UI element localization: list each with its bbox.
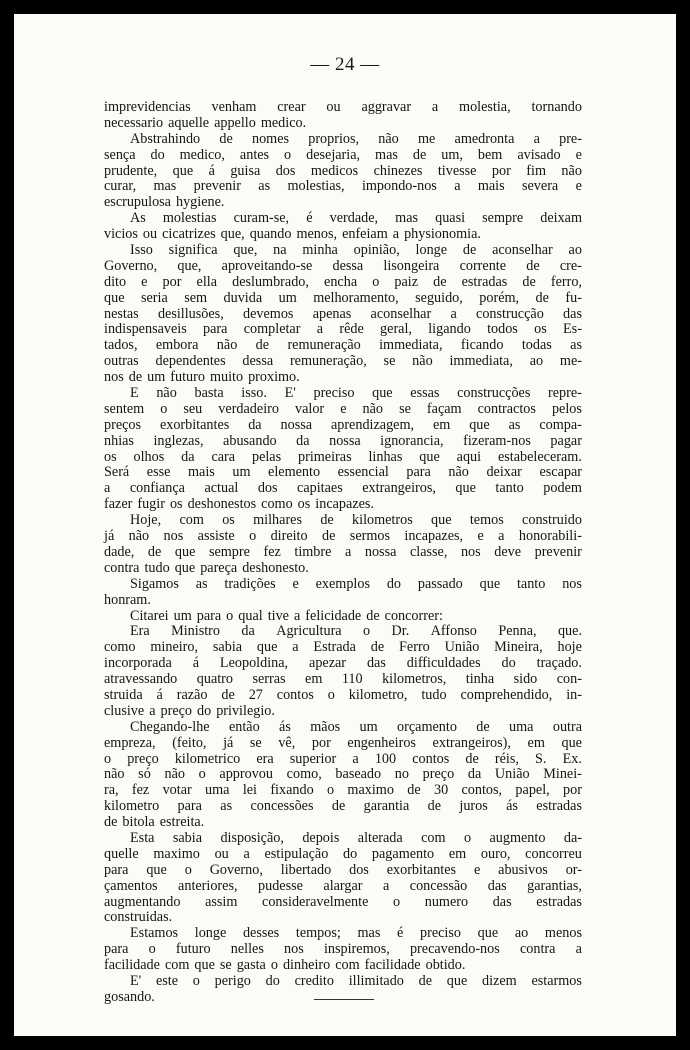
text-line: para o futuro nelles nos inspiremos, precavendo-nos contra a xyxy=(104,941,582,958)
text-line: Governo, que, aproveitando-se dessa lisongeira corrente de cre- xyxy=(104,257,582,274)
paragraph xyxy=(104,513,582,577)
text-line: a confiança actual dos capitaes extrangeiros, que tanto podem xyxy=(104,480,582,497)
paragraph xyxy=(104,100,582,132)
text-line: dade, de que sempre fez timbre a nossa classe, nos deve prevenir xyxy=(104,543,582,560)
paragraph xyxy=(104,211,582,243)
text-line: contra tudo que pareça deshonesto. xyxy=(104,559,309,576)
text-line: de bitola estreita. xyxy=(104,814,205,831)
body-text xyxy=(104,100,582,1006)
end-rule xyxy=(314,999,374,1000)
paragraph xyxy=(104,831,582,926)
text-line: os olhos da cara pelas primeiras linhas que aqui estabeleceram. xyxy=(104,448,582,465)
paragraph xyxy=(104,926,582,974)
text-line: çamentos anteriores, pudesse alargar a concessão das garantias, xyxy=(104,877,582,894)
paragraph xyxy=(104,609,582,625)
text-line: incorporada á Leopoldina, apezar das difficuldades do traçado. xyxy=(104,655,582,672)
paragraph xyxy=(104,386,582,513)
text-line: nos de um futuro muito proximo. xyxy=(104,369,300,386)
text-line: struida á razão de 27 contos o kilometro, tudo comprehendido, in- xyxy=(104,686,582,703)
page-number: — 24 — xyxy=(310,54,380,75)
text-line: honram. xyxy=(104,591,151,608)
text-line: facilidade com que se gasta o dinheiro com facilidade obtido. xyxy=(104,957,466,974)
text-line: Hoje, com os milhares de kilometros que temos construido xyxy=(130,512,582,529)
text-line: que seria sem duvida um melhoramento, seguido, porém, de fu- xyxy=(104,289,582,306)
text-line: sença do medico, antes o desejaria, mas de um, bem avisado e xyxy=(104,146,582,163)
page xyxy=(14,14,676,1036)
text-line: Isso significa que, na minha opinião, longe de aconselhar ao xyxy=(130,242,582,259)
text-line: como mineiro, sabia que a Estrada de Ferro União Mineira, hoje xyxy=(104,639,582,656)
text-line: curar, mas prevenir as molestias, impondo-nos a mais severa e xyxy=(104,178,582,195)
paragraph xyxy=(104,243,582,386)
text-line: fazer fugir os deshonestos como os incapazes. xyxy=(104,496,374,513)
text-line: augmentando assim consideravelmente o numero das estradas xyxy=(104,893,582,910)
text-line: Sigamos as tradições e exemplos do passado que tanto nos xyxy=(130,575,582,592)
text-line: para que o Governo, libertado dos exorbitantes e abusivos or- xyxy=(104,861,582,878)
paragraph xyxy=(104,132,582,211)
text-line: prudente, que á guisa dos medicos chinezes tivesse por fim não xyxy=(104,162,582,179)
text-line: sentem o seu verdadeiro valor e não se façam contractos pelos xyxy=(104,400,582,417)
text-line: E' este o perigo do credito illimitado de que dizem estarmos xyxy=(130,972,582,989)
text-line: tados, embora não de remuneração immediata, ficando todas as xyxy=(104,337,582,354)
text-line: nhias inglezas, abusando da nossa ignorancia, fizeram-nos pagar xyxy=(104,432,582,449)
text-line: preços exorbitantes da nossa aprendizagem, em que as compa- xyxy=(104,416,582,433)
text-line: As molestias curam-se, é verdade, mas quasi sempre deixam xyxy=(130,210,582,227)
text-line: atravessando quatro serras em 110 kilometros, tinha sido con- xyxy=(104,671,582,688)
text-line: dito e por ella deslumbrado, encha o paiz de estradas de ferro, xyxy=(104,273,582,290)
text-line: Esta sabia disposição, depois alterada com o augmento da- xyxy=(130,829,582,846)
text-line: Chegando-lhe então ás mãos um orçamento de uma outra xyxy=(130,718,582,735)
text-line: o preço kilometrico era superior a 100 contos de réis, S. Ex. xyxy=(104,750,582,767)
text-line: Citarei um para o qual tive a felicidade de concorrer: xyxy=(130,607,443,624)
text-line: indispensaveis para completar a rêde geral, ligando todos os Es- xyxy=(104,321,582,338)
text-line: gosando. xyxy=(104,988,155,1005)
text-line: Abstrahindo de nomes proprios, não me amedronta a pre- xyxy=(130,130,582,147)
text-line: E não basta isso. E' preciso que essas construcções repre- xyxy=(130,385,582,402)
text-line: ra, fez votar uma lei fixando o maximo de 30 contos, papel, por xyxy=(104,782,582,799)
paragraph xyxy=(104,720,582,831)
text-line: outras dependentes dessa remuneração, se não immediata, ao me- xyxy=(104,353,582,370)
text-line: Era Ministro da Agricultura o Dr. Affonso Penna, que. xyxy=(130,623,582,640)
text-line: kilometro para as concessões de garantia de juros ás estradas xyxy=(104,798,582,815)
paragraph xyxy=(104,974,582,1006)
text-line: não só não o approvou como, baseado no preço da União Minei- xyxy=(104,766,582,783)
text-line: necessario aquelle appello medico. xyxy=(104,114,307,131)
paragraph xyxy=(104,577,582,609)
text-line: construidas. xyxy=(104,909,173,926)
text-line: vicios ou cicatrizes que, quando menos, enfeiam a physionomia. xyxy=(104,226,481,243)
paragraph xyxy=(104,624,582,719)
text-line: já não nos assiste o direito de sermos incapazes, e a honorabili- xyxy=(104,528,582,545)
text-line: imprevidencias venham crear ou aggravar a molestia, tornando xyxy=(104,99,582,115)
text-line: clusive a preço do privilegio. xyxy=(104,702,275,719)
text-line: empreza, (feito, já se vê, por engenheiros extrangeiros), em que xyxy=(104,734,582,751)
text-line: quelle maximo ou a estipulação do pagamento em ouro, concorreu xyxy=(104,845,582,862)
text-line: Estamos longe desses tempos; mas é preciso que ao menos xyxy=(130,925,582,942)
text-line: Será esse mais um elemento essencial para não deixar escapar xyxy=(104,464,582,481)
text-line: nestas desillusões, devemos apenas aconselhar a construcção das xyxy=(104,305,582,322)
text-line: escrupulosa hygiene. xyxy=(104,194,225,211)
